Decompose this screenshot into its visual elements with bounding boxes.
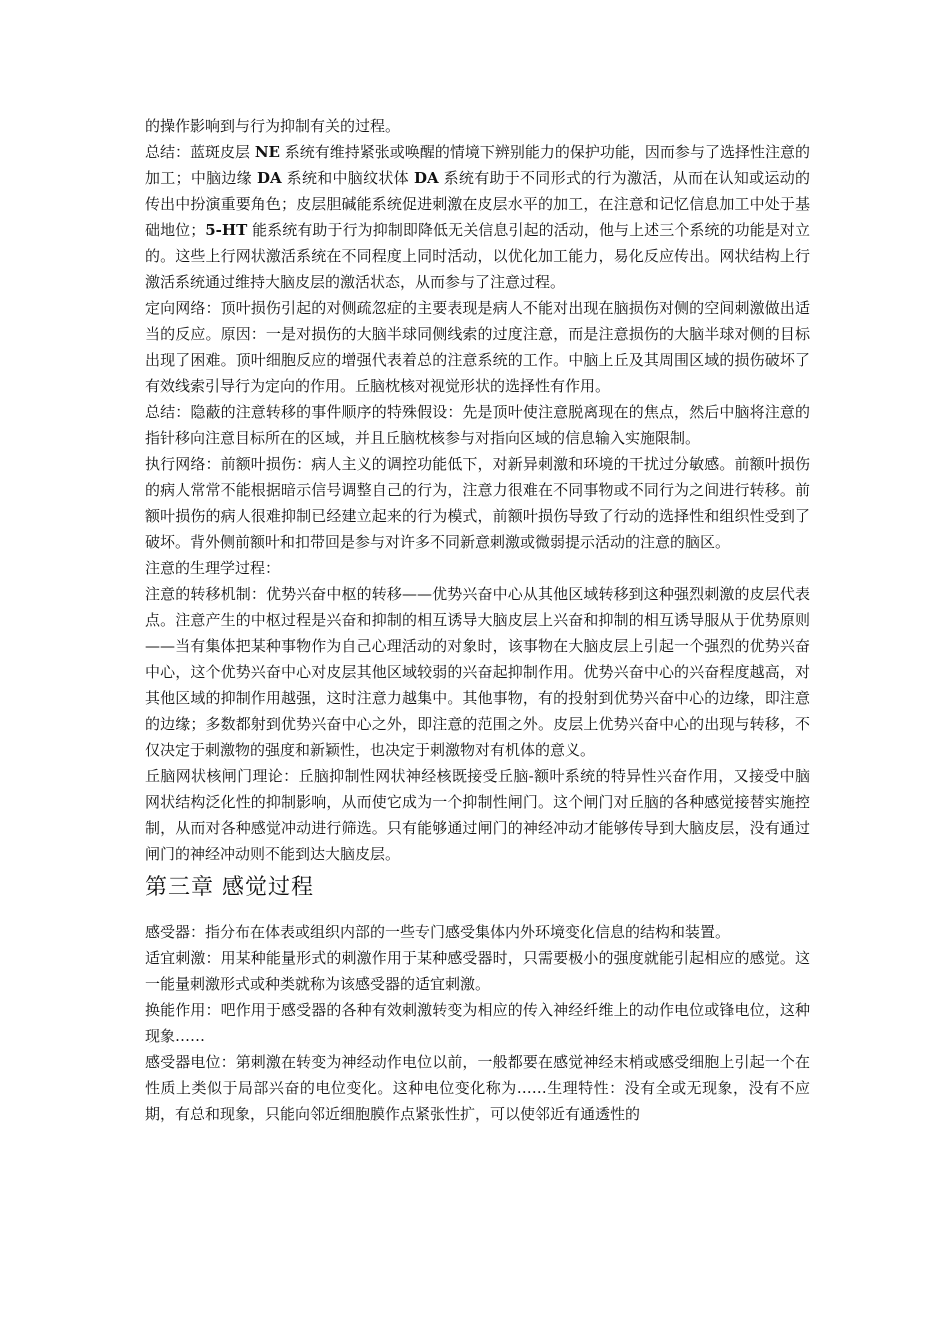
text-run: 注意的生理学过程： xyxy=(145,559,281,577)
text-run: 系统有维持紧张或唤醒的情境下辨别能力的保护功能，因而参与了选择性注意的加工；中脑边缘 xyxy=(145,143,810,187)
document-page xyxy=(145,113,810,1127)
text-run: 总结：隐蔽的注意转移的事件顺序的特殊假设：先是顶叶使注意脱离现在的焦点，然后中脑将注意的指针移向注意目标所在的区域，并且丘脑枕核参与对指向区域的信息输入实施限制。 xyxy=(145,403,810,447)
paragraph xyxy=(145,919,810,945)
text-run: 的操作影响到与行为抑制有关的过程。 xyxy=(145,117,401,135)
paragraph xyxy=(145,555,810,581)
text-run: 系统有助于不同形式的行为激活，从而在认知或运动的传出中扮演重要角色；皮层胆碱能系统促进刺激在皮层水平的加工，在注意和记忆信息加工中处于基础地位； xyxy=(145,169,810,239)
chapter-title: 第三章 感觉过程 xyxy=(145,875,314,900)
text-run: 总结：蓝斑皮层 xyxy=(145,143,255,161)
paragraph xyxy=(145,139,810,295)
bold-term: 5-HT xyxy=(205,221,248,239)
text-run: 注意的转移机制：优势兴奋中枢的转移——优势兴奋中心从其他区域转移到这种强烈刺激的皮层代表点。注意产生的中枢过程是兴奋和抑制的相互诱导大脑皮层上兴奋和抑制的相互诱导服从于优势原则——当有集体把某种事物作为自己心理活动的对象时，该事物在大脑皮层上引起一个强烈的优势兴奋中心，这个优势兴奋中心对皮层其他区域较弱的兴奋起抑制作用。优势兴奋中心的兴奋程度越高，对其他区域的抑制作用越强，这时注意力越集中。其他事物，有的投射到优势兴奋中心的边缘，即注意的边缘；多数都射到优势兴奋中心之外，即注意的范围之外。皮层上优势兴奋中心的出现与转移，不仅决定于刺激物的强度和新颖性，也决定于刺激物对有机体的意义。 xyxy=(145,585,810,759)
paragraph xyxy=(145,1049,810,1127)
paragraph xyxy=(145,581,810,763)
text-run: 丘脑网状核闸门理论：丘脑抑制性网状神经核既接受丘脑-额叶系统的特异性兴奋作用，又接受中脑网状结构泛化性的抑制影响，从而使它成为一个抑制性闸门。这个闸门对丘脑的各种感觉接替实施控制，从而对各种感觉冲动进行筛选。只有能够通过闸门的神经冲动才能够传导到大脑皮层，没有通过闸门的神经冲动则不能到达大脑皮层。 xyxy=(145,767,810,863)
text-run: 感受器电位：第刺激在转变为神经动作电位以前，一般都要在感觉神经末梢或感受细胞上引起一个在性质上类似于局部兴奋的电位变化。这种电位变化称为……生理特性：没有全或无现象，没有不应期，有总和现象，只能向邻近细胞膜作点紧张性扩，可以使邻近有通透性的 xyxy=(145,1053,810,1123)
text-run: 感受器：指分布在体表或组织内部的一些专门感受集体内外环境变化信息的结构和装置。 xyxy=(145,923,731,941)
paragraph xyxy=(145,113,810,139)
bold-term: DA xyxy=(256,169,282,187)
paragraph xyxy=(145,997,810,1049)
text-run: 能系统有助于行为抑制即降低无关信息引起的活动，他与上述三个系统的功能是对立的。这些上行网状激活系统在不同程度上同时活动，以优化加工能力，易化反应传出。网状结构上行激活系统通过维持大脑皮层的激活状态，从而参与了注意过程。 xyxy=(145,221,810,291)
paragraph xyxy=(145,763,810,867)
text-run: 定向网络：顶叶损伤引起的对侧疏忽症的主要表现是病人不能对出现在脑损伤对侧的空间刺激做出适当的反应。原因：一是对损伤的大脑半球同侧线索的过度注意，而是注意损伤的大脑半球对侧的目标出现了困难。顶叶细胞反应的增强代表着总的注意系统的工作。中脑上丘及其周围区域的损伤破坏了有效线索引导行为定向的作用。丘脑枕核对视觉形状的选择性有作用。 xyxy=(145,299,810,395)
bold-term: DA xyxy=(413,169,439,187)
paragraph xyxy=(145,945,810,997)
paragraph xyxy=(145,295,810,399)
bold-term: NE xyxy=(254,143,280,161)
text-run: 适宜刺激：用某种能量形式的刺激作用于某种感受器时，只需要极小的强度就能引起相应的感觉。这一能量刺激形式或种类就称为该感受器的适宜刺激。 xyxy=(145,949,810,993)
section-sensation-process xyxy=(145,919,810,1127)
paragraph xyxy=(145,399,810,451)
text-run: 换能作用：吧作用于感受器的各种有效刺激转变为相应的传入神经纤维上的动作电位或锋电位，这种现象…… xyxy=(145,1001,810,1045)
paragraph xyxy=(145,451,810,555)
text-run: 执行网络：前额叶损伤：病人主义的调控功能低下，对新异刺激和环境的干扰过分敏感。前额叶损伤的病人常常不能根据暗示信号调整自己的行为，注意力很难在不同事物或不同行为之间进行转移。前额叶损伤的病人很难抑制已经建立起来的行为模式，前额叶损伤导致了行动的选择性和组织性受到了破坏。背外侧前额叶和扣带回是参与对许多不同新意刺激或微弱提示活动的注意的脑区。 xyxy=(145,455,810,551)
section-attention-physiology xyxy=(145,113,810,867)
text-run: 系统和中脑纹状体 xyxy=(281,169,414,187)
